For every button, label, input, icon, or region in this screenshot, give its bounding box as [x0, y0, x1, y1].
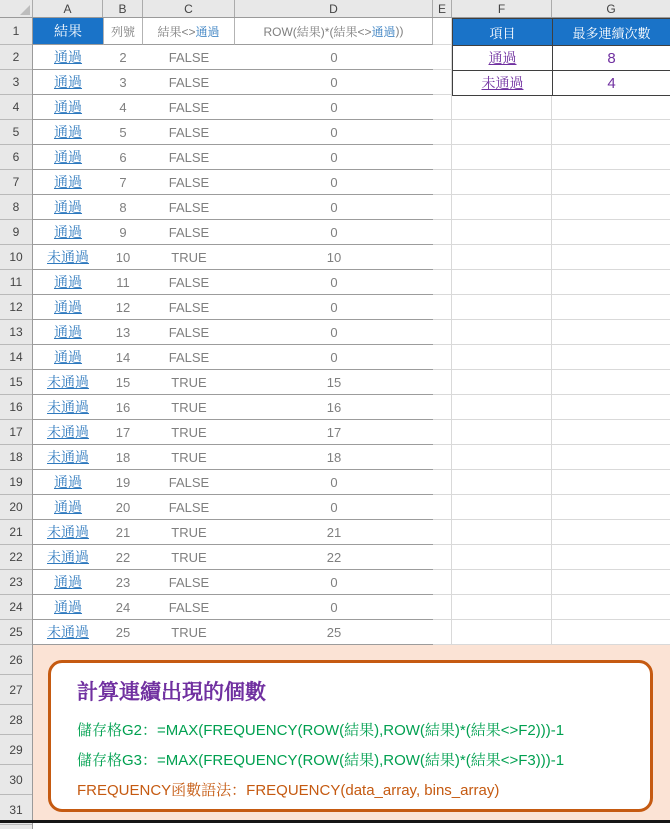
cell-empty-f[interactable] [452, 445, 552, 470]
cell-rownum[interactable]: 12 [115, 299, 131, 315]
cell-result[interactable]: 未通過 [47, 549, 89, 565]
cell-empty-f[interactable] [452, 395, 552, 420]
select-all-icon [20, 5, 30, 15]
result-row-block [33, 120, 433, 145]
row-header[interactable]: 27 [0, 675, 32, 705]
cell-compare[interactable]: FALSE [168, 74, 210, 90]
result-row-block [33, 570, 433, 595]
row-header-column [0, 18, 33, 829]
cell-product[interactable]: 0 [330, 199, 338, 215]
cell-result[interactable]: 通過 [54, 224, 82, 240]
cell-f3-item[interactable]: 未通過 [453, 71, 552, 95]
cell-compare[interactable]: FALSE [168, 324, 210, 340]
cell-f1-item-header[interactable]: 項目 [453, 19, 552, 45]
row-header[interactable]: 25 [0, 620, 32, 645]
cell-rownum[interactable]: 21 [115, 524, 131, 540]
cell-compare[interactable]: TRUE [171, 374, 207, 390]
cell-empty-e[interactable] [433, 70, 452, 95]
cell-rownum[interactable]: 5 [119, 124, 127, 140]
cell-rownum[interactable]: 25 [115, 624, 131, 640]
cell-empty-e[interactable] [433, 145, 452, 170]
row-header[interactable]: 7 [0, 170, 32, 195]
cell-empty-e[interactable] [433, 470, 452, 495]
cell-product[interactable]: 16 [326, 399, 342, 415]
row-header[interactable]: 28 [0, 705, 32, 735]
cell-rownum[interactable]: 24 [115, 599, 131, 615]
cell-empty-f[interactable] [452, 170, 552, 195]
note-box [48, 660, 653, 812]
table-row [33, 545, 670, 570]
row-header[interactable]: 22 [0, 545, 32, 570]
cell-compare[interactable]: TRUE [171, 399, 207, 415]
cell-result[interactable]: 通過 [54, 49, 82, 65]
cell-b1-rownum-header[interactable]: 列號 [103, 18, 143, 45]
cell-product[interactable]: 25 [326, 624, 342, 640]
result-row-block [33, 195, 433, 220]
cell-result[interactable]: 通過 [54, 299, 82, 315]
cell-empty-e[interactable] [433, 620, 452, 645]
summary-table [452, 18, 670, 96]
cell-rownum[interactable]: 3 [119, 74, 127, 90]
row-header[interactable]: 30 [0, 765, 32, 795]
result-row-block [33, 170, 433, 195]
cell-result[interactable]: 通過 [54, 174, 82, 190]
cell-empty-e[interactable] [433, 545, 452, 570]
table-row [33, 420, 670, 445]
cell-empty-e[interactable] [433, 195, 452, 220]
cell-compare[interactable]: FALSE [168, 474, 210, 490]
frequency-syntax-line: FREQUENCY函數語法：FREQUENCY(data_array, bins_array) [77, 782, 500, 799]
cell-a1-result-header[interactable]: 結果 [33, 18, 103, 45]
cell-empty-f[interactable] [452, 320, 552, 345]
cell-empty-e[interactable] [433, 345, 452, 370]
row-header[interactable]: 15 [0, 370, 32, 395]
cell-product[interactable]: 0 [330, 99, 338, 115]
table-row [33, 345, 670, 370]
row-header[interactable]: 5 [0, 120, 32, 145]
cell-product[interactable]: 0 [330, 124, 338, 140]
table-row [33, 95, 670, 120]
cell-compare[interactable]: TRUE [171, 549, 207, 565]
cell-empty-g[interactable] [552, 445, 670, 470]
cell-product[interactable]: 0 [330, 574, 338, 590]
cell-empty-g[interactable] [552, 620, 670, 645]
cell-result[interactable]: 通過 [54, 349, 82, 365]
cell-empty-f[interactable] [452, 370, 552, 395]
row-header[interactable]: 29 [0, 735, 32, 765]
row-header[interactable]: 6 [0, 145, 32, 170]
cell-compare[interactable]: FALSE [168, 299, 210, 315]
cell-empty-g[interactable] [552, 320, 670, 345]
cell-product[interactable]: 0 [330, 174, 338, 190]
cell-rownum[interactable]: 11 [116, 274, 130, 290]
row-header[interactable]: 4 [0, 95, 32, 120]
row-header[interactable]: 19 [0, 470, 32, 495]
cell-product[interactable]: 0 [330, 599, 338, 615]
cell-empty-g[interactable] [552, 245, 670, 270]
cell-product[interactable]: 21 [326, 524, 342, 540]
cell-empty-f[interactable] [452, 220, 552, 245]
cell-empty-e[interactable] [433, 445, 452, 470]
cell-rownum[interactable]: 2 [119, 49, 127, 65]
cell-empty-e[interactable] [433, 595, 452, 620]
cell-result[interactable]: 通過 [54, 474, 82, 490]
c1-highlight: 通過 [195, 24, 220, 39]
cell-empty-g[interactable] [552, 595, 670, 620]
result-row-block [33, 95, 433, 120]
cell-product[interactable]: 0 [330, 74, 338, 90]
cell-compare[interactable]: FALSE [168, 199, 210, 215]
cell-g1-count-header[interactable]: 最多連續次數 [553, 19, 670, 45]
result-row-block [33, 445, 433, 470]
cell-empty-f[interactable] [452, 295, 552, 320]
cell-empty-g[interactable] [552, 495, 670, 520]
cell-product[interactable]: 0 [330, 324, 338, 340]
cell-empty-f[interactable] [452, 495, 552, 520]
row-header[interactable]: 31 [0, 795, 32, 825]
row-header[interactable]: 17 [0, 420, 32, 445]
cell-empty-e[interactable] [433, 95, 452, 120]
row-header[interactable]: 14 [0, 345, 32, 370]
cell-compare[interactable]: FALSE [168, 224, 210, 240]
cell-product[interactable]: 0 [330, 299, 338, 315]
result-row-block [33, 595, 433, 620]
table-row [33, 295, 670, 320]
cell-product[interactable]: 0 [330, 349, 338, 365]
cell-result[interactable]: 通過 [54, 324, 82, 340]
cell-empty-e[interactable] [433, 420, 452, 445]
result-row-block [33, 295, 433, 320]
cell-product[interactable]: 22 [326, 549, 342, 565]
cell-empty-e[interactable] [433, 520, 452, 545]
row-header[interactable]: 8 [0, 195, 32, 220]
result-row-block [33, 520, 433, 545]
cell-result[interactable]: 通過 [54, 599, 82, 615]
cell-empty-e[interactable] [433, 495, 452, 520]
cell-empty-g[interactable] [552, 345, 670, 370]
cell-result[interactable]: 未通過 [47, 449, 89, 465]
bottom-divider [0, 820, 670, 823]
formula-g2-line: 儲存格G2：=MAX(FREQUENCY(ROW(結果),ROW(結果)*(結果<>F2)))-1 [77, 722, 565, 739]
result-row-block [33, 370, 433, 395]
result-row-block [33, 495, 433, 520]
result-row-block [33, 420, 433, 445]
c1-text: 結果<> [157, 24, 196, 39]
table-row [33, 320, 670, 345]
column-header-d[interactable]: D [235, 0, 433, 17]
result-row-block [33, 245, 433, 270]
d1-suffix: )) [395, 24, 404, 38]
table-row [33, 595, 670, 620]
cell-empty-g[interactable] [552, 220, 670, 245]
cell-compare[interactable]: FALSE [168, 124, 210, 140]
cell-compare[interactable]: TRUE [171, 424, 207, 440]
cell-result[interactable]: 未通過 [47, 424, 89, 440]
row-header[interactable]: 24 [0, 595, 32, 620]
row-header[interactable]: 3 [0, 70, 32, 95]
cell-compare[interactable]: TRUE [171, 449, 207, 465]
formula-g3-line: 儲存格G3：=MAX(FREQUENCY(ROW(結果),ROW(結果)*(結果<>F3)))-1 [77, 752, 565, 769]
cell-rownum[interactable]: 23 [115, 574, 131, 590]
cell-product[interactable]: 0 [330, 49, 338, 65]
table-row [33, 170, 670, 195]
column-header-e[interactable]: E [433, 0, 452, 17]
cell-rownum[interactable]: 15 [115, 374, 131, 390]
cell-rownum[interactable]: 20 [115, 499, 131, 515]
result-row-block [33, 45, 433, 70]
cell-compare[interactable]: FALSE [168, 599, 210, 615]
cell-product[interactable]: 18 [326, 449, 342, 465]
cell-empty-g[interactable] [552, 295, 670, 320]
grid-area [33, 18, 670, 645]
cell-rownum[interactable]: 6 [119, 149, 127, 165]
table-row [33, 495, 670, 520]
result-row-block [33, 145, 433, 170]
table-row [33, 270, 670, 295]
table-row [33, 195, 670, 220]
result-row-block [33, 220, 433, 245]
row-header[interactable]: 2 [0, 45, 32, 70]
cell-empty-g[interactable] [552, 95, 670, 120]
cell-empty-g[interactable] [552, 370, 670, 395]
cell-rownum[interactable]: 16 [115, 399, 131, 415]
cell-empty-e[interactable] [433, 120, 452, 145]
data-rows [33, 45, 670, 645]
cell-result[interactable]: 通過 [54, 124, 82, 140]
table-row [33, 570, 670, 595]
cell-result[interactable]: 通過 [54, 499, 82, 515]
row-header[interactable]: 16 [0, 395, 32, 420]
cell-compare[interactable]: FALSE [168, 99, 210, 115]
cell-empty-e[interactable] [433, 270, 452, 295]
table-row [33, 620, 670, 645]
cell-compare[interactable]: TRUE [171, 524, 207, 540]
d1-highlight: 通過 [371, 24, 396, 39]
column-header-a[interactable]: A [33, 0, 103, 17]
cell-result[interactable]: 未通過 [47, 374, 89, 390]
cell-compare[interactable]: FALSE [168, 49, 210, 65]
cell-product[interactable]: 0 [330, 274, 338, 290]
cell-compare[interactable]: TRUE [171, 249, 207, 265]
table-row [33, 470, 670, 495]
cell-rownum[interactable]: 10 [115, 249, 131, 265]
cell-empty-f[interactable] [452, 270, 552, 295]
cell-empty-f[interactable] [452, 145, 552, 170]
cell-rownum[interactable]: 9 [119, 224, 127, 240]
cell-empty-f[interactable] [452, 595, 552, 620]
column-header-f[interactable]: F [452, 0, 552, 17]
cell-result[interactable]: 通過 [54, 149, 82, 165]
cell-empty-g[interactable] [552, 470, 670, 495]
cell-g2-count[interactable]: 8 [553, 46, 670, 70]
result-row-block [33, 620, 433, 645]
result-row-block [33, 320, 433, 345]
cell-product[interactable]: 17 [326, 424, 342, 440]
cell-empty-f[interactable] [452, 195, 552, 220]
cell-empty-g[interactable] [552, 170, 670, 195]
table-row [33, 520, 670, 545]
cell-rownum[interactable]: 18 [115, 449, 131, 465]
row-header[interactable]: 12 [0, 295, 32, 320]
cell-empty-e[interactable] [433, 320, 452, 345]
table-row [33, 120, 670, 145]
cell-empty-e[interactable] [433, 295, 452, 320]
table-row [33, 245, 670, 270]
result-row-block [33, 395, 433, 420]
cell-rownum[interactable]: 17 [115, 424, 131, 440]
cell-empty-e[interactable] [433, 245, 452, 270]
row-header[interactable]: 11 [0, 270, 32, 295]
cell-empty-f[interactable] [452, 470, 552, 495]
cell-empty-e[interactable] [433, 570, 452, 595]
cell-empty-f[interactable] [452, 245, 552, 270]
row-header[interactable]: 21 [0, 520, 32, 545]
cell-empty-f[interactable] [452, 520, 552, 545]
cell-product[interactable]: 0 [330, 499, 338, 515]
row-header[interactable]: 20 [0, 495, 32, 520]
cell-empty-g[interactable] [552, 570, 670, 595]
row-header[interactable]: 18 [0, 445, 32, 470]
column-header-g[interactable]: G [606, 1, 616, 16]
cell-empty-e[interactable] [433, 170, 452, 195]
select-all-corner[interactable] [0, 0, 33, 17]
column-header-row [0, 0, 670, 18]
cell-result[interactable]: 未通過 [47, 624, 89, 640]
cell-rownum[interactable]: 19 [115, 474, 131, 490]
cell-empty-g[interactable] [552, 270, 670, 295]
cell-empty-e[interactable] [433, 220, 452, 245]
result-row-block [33, 70, 433, 95]
cell-rownum[interactable]: 7 [119, 174, 127, 190]
table-row [33, 395, 670, 420]
cell-f2-item[interactable]: 通過 [453, 46, 552, 70]
cell-empty-g[interactable] [552, 120, 670, 145]
column-header-b[interactable]: B [103, 0, 143, 17]
cell-empty-f[interactable] [452, 570, 552, 595]
row-header[interactable]: 10 [0, 245, 32, 270]
row-header[interactable]: 9 [0, 220, 32, 245]
note-title: 計算連續出現的個數 [77, 681, 266, 704]
cell-rownum[interactable]: 13 [115, 324, 131, 340]
cell-empty-g[interactable] [552, 145, 670, 170]
cell-result[interactable]: 未通過 [47, 249, 89, 265]
cell-g3-count[interactable]: 4 [553, 71, 670, 95]
cell-empty-g[interactable] [552, 395, 670, 420]
cell-rownum[interactable]: 14 [115, 349, 131, 365]
row-header[interactable]: 13 [0, 320, 32, 345]
cell-result[interactable]: 通過 [54, 274, 82, 290]
result-row-block [33, 270, 433, 295]
table-row [33, 220, 670, 245]
cell-compare[interactable]: FALSE [168, 274, 210, 290]
cell-result[interactable]: 通過 [54, 574, 82, 590]
cell-d1-formula-header[interactable] [235, 18, 433, 45]
cell-product[interactable]: 0 [330, 224, 338, 240]
cell-empty-g[interactable] [552, 420, 670, 445]
cell-empty-f[interactable] [452, 545, 552, 570]
cell-empty-f[interactable] [452, 95, 552, 120]
table-row [33, 445, 670, 470]
cell-result[interactable]: 未通過 [47, 524, 89, 540]
cell-empty-e[interactable] [433, 45, 452, 70]
cell-result[interactable]: 通過 [54, 199, 82, 215]
cell-empty-f[interactable] [452, 345, 552, 370]
cell-rownum[interactable]: 8 [119, 199, 127, 215]
cell-result[interactable]: 通過 [54, 74, 82, 90]
cell-product[interactable]: 0 [330, 149, 338, 165]
cell-empty-g[interactable] [552, 195, 670, 220]
cell-empty-f[interactable] [452, 420, 552, 445]
cell-product[interactable]: 10 [326, 249, 342, 265]
cell-empty-e[interactable] [433, 395, 452, 420]
table-row [33, 370, 670, 395]
cell-product[interactable]: 15 [326, 374, 342, 390]
cell-compare[interactable]: FALSE [168, 574, 210, 590]
cell-compare[interactable]: FALSE [168, 349, 210, 365]
cell-empty-f[interactable] [452, 120, 552, 145]
cell-empty-f[interactable] [452, 620, 552, 645]
cell-result[interactable]: 通過 [54, 99, 82, 115]
cell-product[interactable]: 0 [330, 474, 338, 490]
cell-compare[interactable]: FALSE [168, 174, 210, 190]
cell-compare[interactable]: FALSE [168, 149, 210, 165]
cell-empty-e[interactable] [433, 370, 452, 395]
cell-e1-empty[interactable] [433, 18, 452, 45]
cell-c1-compare-header[interactable] [143, 18, 235, 45]
cell-rownum[interactable]: 4 [119, 99, 127, 115]
result-row-block [33, 470, 433, 495]
column-header-c[interactable]: C [143, 0, 235, 17]
cell-empty-g[interactable] [552, 545, 670, 570]
cell-compare[interactable]: FALSE [168, 499, 210, 515]
row-header[interactable]: 26 [0, 645, 32, 675]
cell-rownum[interactable]: 22 [115, 549, 131, 565]
cell-compare[interactable]: TRUE [171, 624, 207, 640]
result-row-block [33, 545, 433, 570]
cell-empty-g[interactable] [552, 520, 670, 545]
row-header[interactable]: 23 [0, 570, 32, 595]
table-row [33, 145, 670, 170]
row-header[interactable]: 1 [0, 18, 32, 45]
cell-result[interactable]: 未通過 [47, 399, 89, 415]
d1-text: ROW(結果)*(結果<> [263, 24, 372, 39]
result-row-block [33, 345, 433, 370]
